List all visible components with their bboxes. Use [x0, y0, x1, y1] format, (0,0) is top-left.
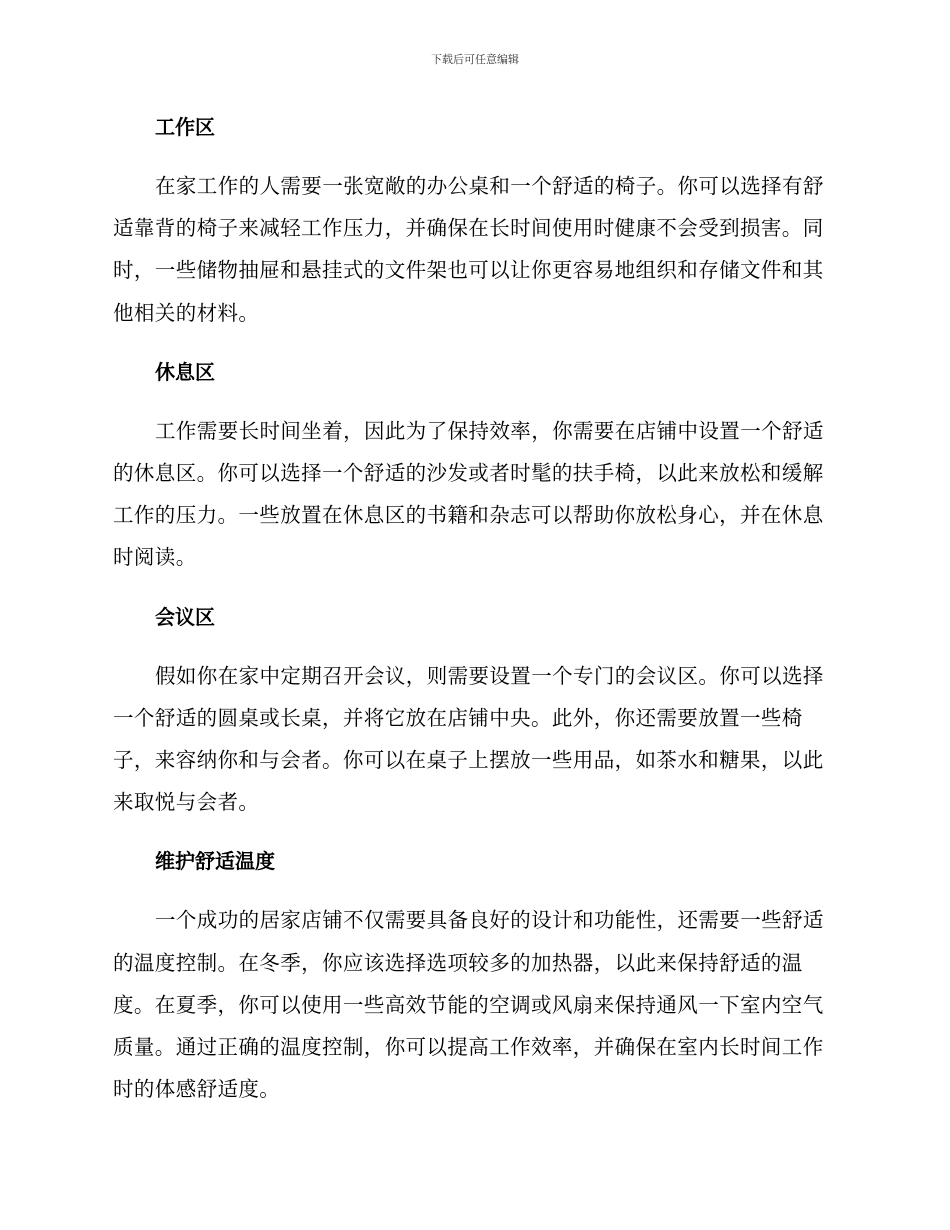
- section-paragraph: 一个成功的居家店铺不仅需要具备良好的设计和功能性，还需要一些舒适的温度控制。在冬季，你应该选择选项较多的加热器，以此来保持舒适的温度。在夏季，你可以使用一些高效节能的空调或风扇来保持通风一下室内空气质量。通过正确的温度控制，你可以提高工作效率，并确保在室内长时间工作时的体感舒适度。: [113, 908, 824, 1102]
- section-paragraph: 在家工作的人需要一张宽敞的办公桌和一个舒适的椅子。你可以选择有舒适靠背的椅子来减轻工作压力，并确保在长时间使用时健康不会受到损害。同时，一些储物抽屉和悬挂式的文件架也可以让你更容易地组织和存储文件和其他相关的材料。: [113, 174, 824, 325]
- section-paragraph: 假如你在家中定期召开会议，则需要设置一个专门的会议区。你可以选择一个舒适的圆桌或长桌，并将它放在店铺中央。此外，你还需要放置一些椅子，来容纳你和与会者。你可以在桌子上摆放一些用品，如茶水和糖果，以此来取悦与会者。: [113, 663, 824, 815]
- section-heading: 会议区: [155, 604, 215, 629]
- section-paragraph: 工作需要长时间坐着，因此为了保持效率，你需要在店铺中设置一个舒适的休息区。你可以选择一个舒适的沙发或者时髦的扶手椅，以此来放松和缓解工作的压力。一些放置在休息区的书籍和杂志可以帮助你放松身心，并在休息时阅读。: [113, 418, 824, 570]
- section-heading: 休息区: [155, 359, 215, 384]
- section-rest-area: [113, 353, 835, 579]
- section-meeting-area: [113, 598, 835, 824]
- section-work-area: [113, 108, 835, 334]
- section-temperature: [113, 842, 835, 1110]
- page-header: 下载后可任意编辑: [431, 53, 519, 66]
- document-body: [113, 108, 835, 1129]
- section-heading: 工作区: [155, 115, 215, 139]
- section-heading: 维护舒适温度: [155, 849, 275, 874]
